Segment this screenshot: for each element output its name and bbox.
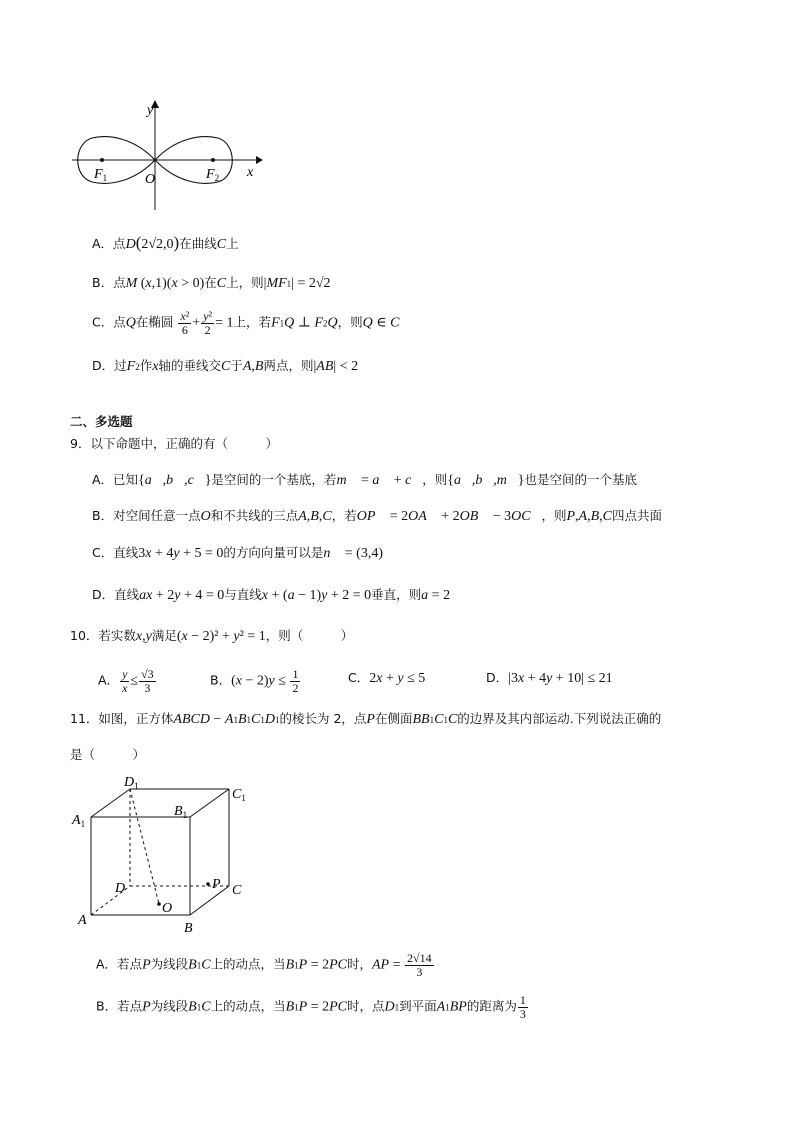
q11-stem-line1: 11．如图，正方体ABCD − A1B1C1D1的棱长为 2，点P在侧面BB1C1C的边界及其内部运动.下列说法正确的: [70, 711, 662, 727]
label-b1: $B_1$: [174, 804, 188, 820]
label-c1: $C_1$: [232, 787, 246, 803]
q8-option-d: D．过F2作x轴的垂线交C于A,B两点，则|AB| < 2: [92, 358, 359, 374]
label-c: C: [232, 883, 242, 898]
edge-a1-d1: [91, 789, 130, 817]
label-d: D: [115, 881, 126, 896]
q10-option-a: A． $\frac{y}{x}$ ≤ $\frac{√3}{3}$: [98, 667, 154, 695]
cube-figure: [70, 772, 260, 937]
q8-option-a: A．点D(2√2,0)在曲线C上: [92, 233, 239, 252]
q10-stem: 10．若实数x,y满足(x − 2)² + y² = 1，则（ ）: [70, 628, 354, 644]
y-axis-label: y: [147, 103, 154, 118]
point-p-dot: [206, 882, 210, 886]
point-o-dot: [157, 902, 161, 906]
q10-option-c: C．2x + y ≤ 5: [348, 670, 426, 686]
edge-b-c: [190, 886, 229, 915]
q9-option-b: B．对空间任意一点O和不共线的三点A,B,C，若OP⃗ = 2OA⃗ + 2OB⃗ − 3OC⃗，则P,A,B,C四点共面: [92, 508, 663, 524]
q9-option-a: A．已知{a⃗,b⃗,c⃗}是空间的一个基底，若m⃗ = a⃗ + c⃗，则{a⃗,b⃗,m⃗}也是空间的一个基底: [92, 472, 638, 488]
label-a: A: [78, 913, 87, 928]
focus-f2-dot: [211, 158, 215, 162]
q11-option-a: A．若点P为线段B1C上的动点，当B1P = 2PC时，AP = $\frac{2√14}{3}$: [96, 951, 432, 979]
f1-label: $F_1$: [94, 167, 108, 183]
x-axis-label: x: [247, 165, 254, 180]
q9-option-c: C．直线3x + 4y + 5 = 0的方向向量可以是n⃗ = (3,4): [92, 545, 384, 561]
q10-option-d: D．|3x + 4y + 10| ≤ 21: [486, 670, 613, 686]
section-title: 二、多选题: [70, 414, 133, 429]
q11-stem-line2: 是（ ）: [70, 747, 146, 762]
q8-option-b: B．点M (x,1)(x > 0)在C上，则|MF1| = 2√2: [92, 275, 331, 291]
q8-option-c: C．点Q在椭圆 $\frac{\text{x²}}{6}$ + $\frac{\text{y²}}{2}$ = 1上，若F1Q ⊥ F2Q，则Q ∈ C: [92, 309, 400, 337]
q9-option-d: D．直线ax + 2y + 4 = 0与直线x + (a − 1)y + 2 = 0垂直，则a = 2: [92, 587, 451, 603]
x-axis-arrow: [256, 156, 263, 164]
lemniscate-figure: [66, 96, 266, 216]
origin-label: O: [145, 172, 156, 187]
f2-label: $F_2$: [206, 167, 220, 183]
segment-d1-o-hidden: [130, 789, 159, 904]
q11-option-b: B．若点P为线段B1C上的动点，当B1P = 2PC时，点D1到平面A1BP的距离为 $\frac{1}{3}$: [96, 993, 526, 1021]
q10-option-b: B．(x − 2)y ≤ $\frac{1}{2}$: [210, 667, 299, 695]
label-d1: $D_1$: [124, 775, 139, 791]
label-o: O: [162, 901, 173, 916]
q9-stem: 9．以下命题中，正确的有（ ）: [70, 436, 278, 451]
edge-b1-c1: [190, 789, 229, 817]
label-b: B: [184, 921, 193, 936]
focus-f1-dot: [100, 158, 104, 162]
label-p: P: [212, 877, 221, 892]
label-a1: $A_1$: [72, 813, 86, 829]
